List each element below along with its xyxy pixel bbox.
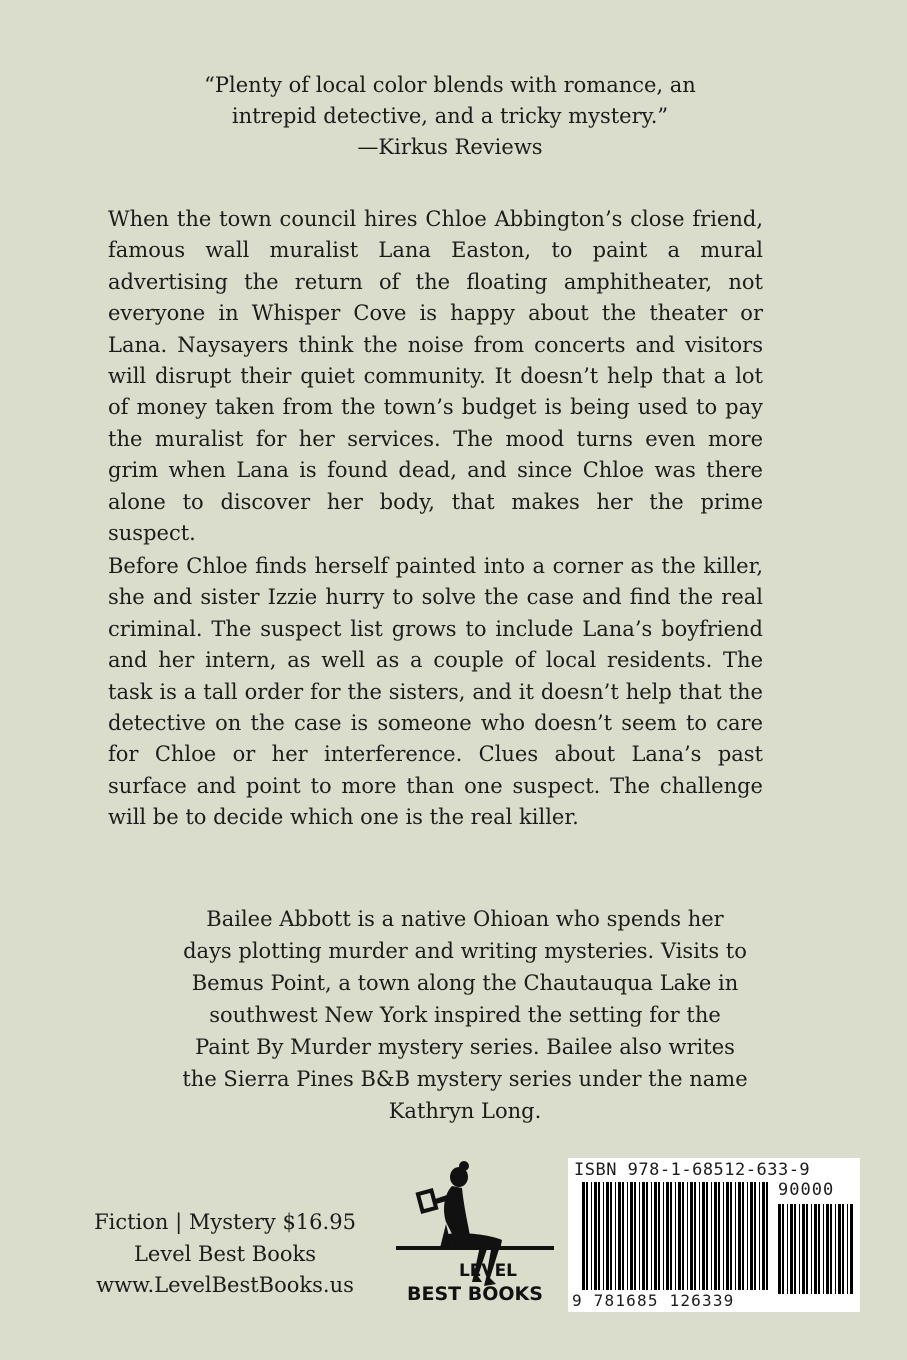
blurb-paragraph-1: When the town council hires Chloe Abbington’s close friend, famous wall muralist Lana Easton, to paint a mural advertising the return of the floating amphitheater, not everyone in Whisper Cove is happy about the theater or Lana. Naysayers think the noise from concerts and visitors will disrupt their quiet community. It doesn’t help that a lot of money taken from the town’s budget is being used to pay the muralist for her services. The mood turns even more grim when Lana is found dead, and since Chloe was there alone to discover her body, that makes her the prime suspect. [108, 207, 763, 546]
logo-line-2: BEST BOOKS [407, 1283, 543, 1305]
reading-woman-icon [392, 1160, 558, 1308]
blurb-paragraph-2: Before Chloe finds herself painted into a corner as the killer, she and sister Izzie hurry to solve the case and find the real criminal. The suspect list grows to include Lana’s boyfriend and her intern, as well as a couple of local residents. The task is a tall order for the sisters, and it doesn’t help that the detective on the case is someone who doesn’t seem to care for Chloe or her interference. Clues about Lana’s past surface and point to more than one suspect. The challenge will be to decide which one is the real killer. [108, 554, 763, 830]
author-bio [160, 903, 770, 1127]
bio-line-4: southwest New York inspired the setting for the [209, 1003, 721, 1027]
barcode-panel [568, 1158, 860, 1312]
logo-line-1: LEVEL [458, 1261, 518, 1281]
bio-line-1: Bailee Abbott is a native Ohioan who spends her [206, 907, 724, 931]
review-source: —Kirkus Reviews [357, 135, 543, 159]
publisher-logo [392, 1160, 558, 1308]
publisher-website[interactable]: www.LevelBestBooks.us [96, 1273, 354, 1297]
review-line-2: intrepid detective, and a tricky mystery.” [231, 104, 669, 128]
category-price: Fiction | Mystery $16.95 [94, 1210, 356, 1234]
review-quote [150, 70, 750, 163]
barcode-addon: 90000 [778, 1180, 835, 1200]
bio-line-7: Kathryn Long. [388, 1099, 542, 1123]
bio-line-3: Bemus Point, a town along the Chautauqua Lake in [191, 971, 739, 995]
publisher-info [80, 1207, 370, 1302]
review-line-1: “Plenty of local color blends with romance, an [204, 73, 696, 97]
bio-line-6: the Sierra Pines B&B mystery series under the name [182, 1067, 748, 1091]
bio-line-2: days plotting murder and writing mysteries. Visits to [183, 939, 747, 963]
ean-digits: 9 781685 126339 [572, 1291, 735, 1310]
isbn-label: ISBN 978-1-68512-633-9 [574, 1160, 811, 1180]
publisher-name: Level Best Books [133, 1241, 317, 1266]
bio-line-5: Paint By Murder mystery series. Bailee also writes [195, 1035, 735, 1059]
